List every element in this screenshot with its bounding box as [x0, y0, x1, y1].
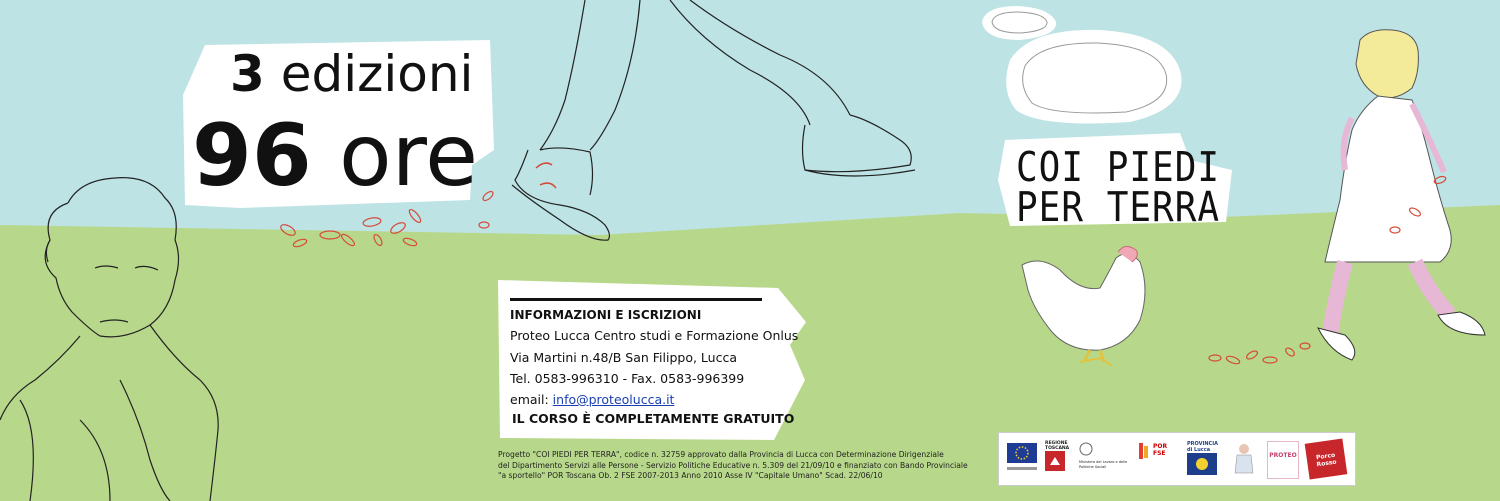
provincia-label: PROVINCIA di Lucca — [1187, 441, 1218, 453]
pegasus-icon — [1045, 451, 1065, 471]
email-label: email: — [510, 392, 549, 407]
info-organization: Proteo Lucca Centro studi e Formazione Onlus — [510, 328, 799, 343]
porfse-label: POR FSE — [1153, 443, 1168, 457]
figure-illustration-logo — [1231, 441, 1257, 477]
fineprint-line-3: "a sportello" POR Toscana Ob. 2 FSE 2007-2013 Anno 2010 Asse IV "Capitale Umano" Scad. 22/06/10 — [498, 471, 883, 480]
ministero-label: Ministero del Lavoro e delle Politiche Sociali — [1079, 460, 1128, 469]
hours-word: ore — [339, 106, 479, 206]
porco-rosso-label: Porco Rosso — [1315, 451, 1338, 469]
email-link[interactable]: info@proteolucca.it — [552, 392, 675, 407]
free-notice: IL CORSO È COMPLETAMENTE GRATUITO — [512, 411, 795, 426]
sponsor-logos — [998, 432, 1356, 486]
headline-hours — [192, 106, 478, 206]
info-email-row — [510, 392, 674, 407]
info-divider — [510, 298, 762, 301]
fineprint-line-1: Progetto "COI PIEDI PER TERRA", codice n. 32759 approvato dalla Provincia di Lucca con Determinazione Dirigenziale — [498, 450, 944, 459]
regione-label: REGIONE TOSCANA — [1045, 441, 1070, 451]
headline — [190, 38, 490, 208]
info-box — [490, 278, 810, 438]
project-fineprint — [498, 450, 968, 482]
republic-emblem-icon — [1079, 442, 1093, 456]
title-line-2: PER TERRA — [1016, 184, 1221, 232]
course-title — [1010, 138, 1230, 232]
info-address: Via Martini n.48/B San Filippo, Lucca — [510, 350, 737, 365]
proteo-logo — [1267, 441, 1299, 479]
headline-editions — [230, 44, 473, 104]
fse-mark-icon — [1137, 441, 1151, 461]
editions-word: edizioni — [280, 45, 474, 103]
ministero-logo — [1079, 441, 1133, 477]
title-line-1: COI PIEDI — [1016, 144, 1221, 192]
eu-flag-logo — [1007, 441, 1037, 477]
regione-logo — [1045, 441, 1069, 477]
provincia-logo — [1187, 441, 1221, 477]
porco-rosso-logo — [1305, 439, 1348, 480]
hours-count: 96 — [192, 106, 312, 206]
proteo-label: PROTEO — [1269, 452, 1297, 459]
editions-count: 3 — [230, 45, 265, 103]
cloud-large — [1006, 30, 1181, 124]
provincia-crest-icon — [1187, 453, 1217, 475]
info-phone: Tel. 0583-996310 - Fax. 0583-996399 — [510, 371, 745, 386]
info-heading: INFORMAZIONI E ISCRIZIONI — [510, 308, 702, 322]
fineprint-line-2: del Dipartimento Servizi alle Persone - Servizio Politiche Educative n. 5.309 del 21/09/10 e finanziato con Bando Provinciale — [498, 460, 968, 470]
porfse-logo — [1137, 441, 1181, 477]
